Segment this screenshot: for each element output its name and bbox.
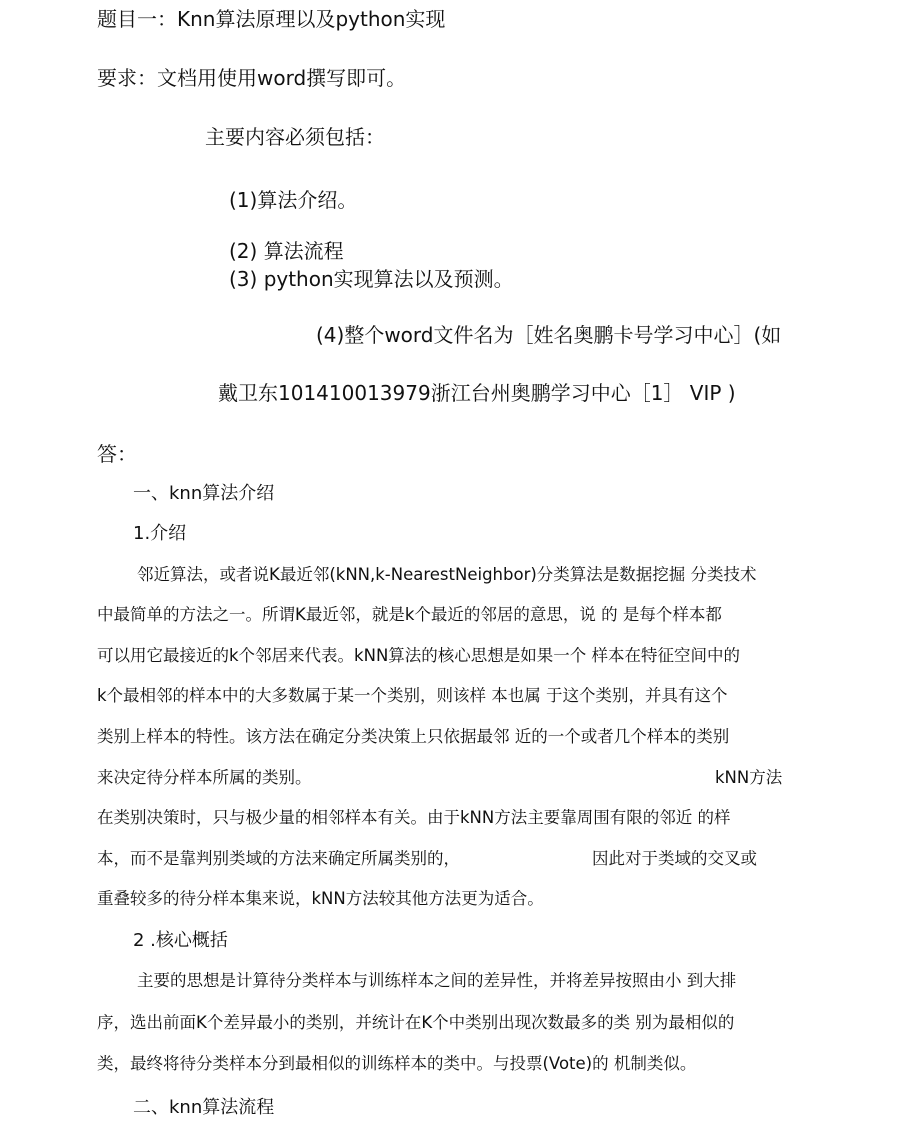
subsection-heading-2: 2 .核心概括 <box>133 930 228 951</box>
list-item-3: (3) python实现算法以及预测。 <box>229 267 514 291</box>
section-heading-2: 二、knn算法流程 <box>133 1097 275 1118</box>
example-line: 戴卫东101410013979浙江台州奥鹏学习中心［1］ VIP ) <box>218 381 736 405</box>
paragraph-line: 因此对于类域的交叉或 <box>592 849 757 868</box>
subsection-heading-1: 1.介绍 <box>133 523 187 544</box>
requirement-line: 要求：文档用使用word撰写即可。 <box>97 66 407 90</box>
paragraph-line: 来决定待分样本所属的类别。 <box>97 768 312 787</box>
answer-label: 答： <box>97 442 137 466</box>
paragraph-line: 类，最终将待分类样本分到最相似的训练样本的类中。与投票(Vote)的 机制类似。 <box>97 1054 697 1073</box>
paragraph-line: 邻近算法，或者说K最近邻(kNN,k-NearestNeighbor)分类算法是数据挖掘 分类技术 <box>137 565 757 584</box>
paragraph-line: 主要的思想是计算待分类样本与训练样本之间的差异性，并将差异按照由小 到大排 <box>137 971 737 990</box>
paragraph-line: kNN方法 <box>715 768 783 787</box>
content-heading: 主要内容必须包括： <box>205 125 385 149</box>
section-heading-1: 一、knn算法介绍 <box>133 483 275 504</box>
paragraph-line: 本，而不是靠判别类域的方法来确定所属类别的， <box>97 849 460 868</box>
document-title: 题目一：Knn算法原理以及python实现 <box>97 7 446 31</box>
paragraph-line: 在类别决策时，只与极少量的相邻样本有关。由于kNN方法主要靠周围有限的邻近 的样 <box>97 808 731 827</box>
paragraph-line: 类别上样本的特性。该方法在确定分类决策上只依据最邻 近的一个或者几个样本的类别 <box>97 727 730 746</box>
list-item-1: (1)算法介绍。 <box>229 188 358 212</box>
list-item-2: (2) 算法流程 <box>229 239 344 263</box>
paragraph-line: 中最简单的方法之一。所谓K最近邻，就是k个最近的邻居的意思，说 的 是每个样本都 <box>97 605 722 624</box>
list-item-4: (4)整个word文件名为［姓名奥鹏卡号学习中心］(如 <box>316 323 782 347</box>
paragraph-line: 序，选出前面K个差异最小的类别，并统计在K个中类别出现次数最多的类 别为最相似的 <box>97 1013 735 1032</box>
paragraph-line: k个最相邻的样本中的大多数属于某一个类别，则该样 本也属 于这个类别，并具有这个 <box>97 686 728 705</box>
paragraph-line: 重叠较多的待分样本集来说，kNN方法较其他方法更为适合。 <box>97 889 544 908</box>
paragraph-line: 可以用它最接近的k个邻居来代表。kNN算法的核心思想是如果一个 样本在特征空间中的 <box>97 646 741 665</box>
